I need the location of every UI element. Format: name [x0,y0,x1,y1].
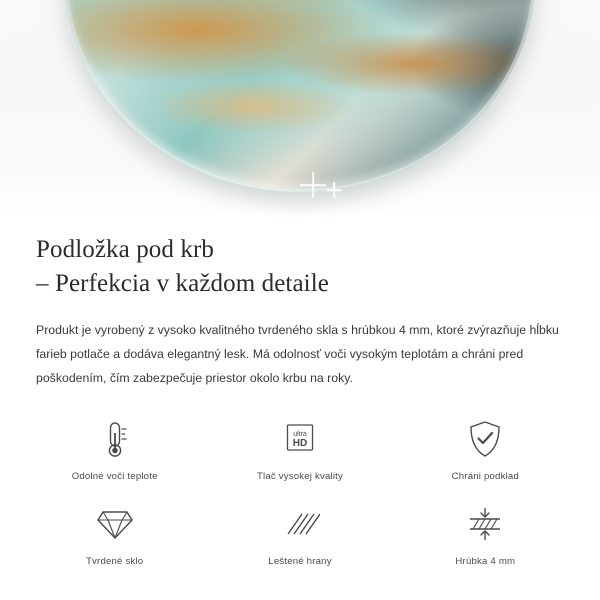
feature-item [22,417,207,482]
feature-label: Hrúbka 4 mm [455,555,516,567]
feature-label: Leštené hrany [268,555,332,567]
feature-item [207,417,392,482]
glass-board-image [65,0,535,192]
polished-edges-icon [280,502,320,548]
thickness-icon [463,502,507,548]
ultra-hd-icon [280,417,320,463]
feature-label: Tvrdené sklo [86,555,144,567]
feature-label: Odolné voči teplote [71,470,158,482]
feature-item [207,502,392,567]
page-title-line-1: Podložka pod krb [36,236,214,263]
description-paragraph: Produkt je vyrobený z vysoko kvalitného tvrdeného skla s hrúbkou 4 mm, ktoré zvýrazňuje hĺbku farieb potlače a dodáva elegantný lesk. Má odolnosť voči vysokým teplotám a chráni pred poškodením, čím zabezpečuje priestor okolo krbu na roky. [36,323,559,385]
description-content [0,215,600,391]
svg-text:HD: HD [292,437,308,449]
feature-label: Tlač vysokej kvality [256,470,344,482]
feature-item [22,502,207,567]
feature-item [393,417,578,482]
svg-text:ultra: ultra [293,430,307,438]
thermometer-icon [98,417,132,463]
page-title [36,233,564,301]
feature-item [393,502,578,567]
page-title-line-2: – Perfekcia v každom detaile [36,270,329,297]
shield-check-icon [466,417,504,463]
feature-grid [0,417,600,567]
hero-image [0,0,600,215]
feature-label: Chráni podklad [451,470,519,482]
diamond-icon [94,502,136,548]
